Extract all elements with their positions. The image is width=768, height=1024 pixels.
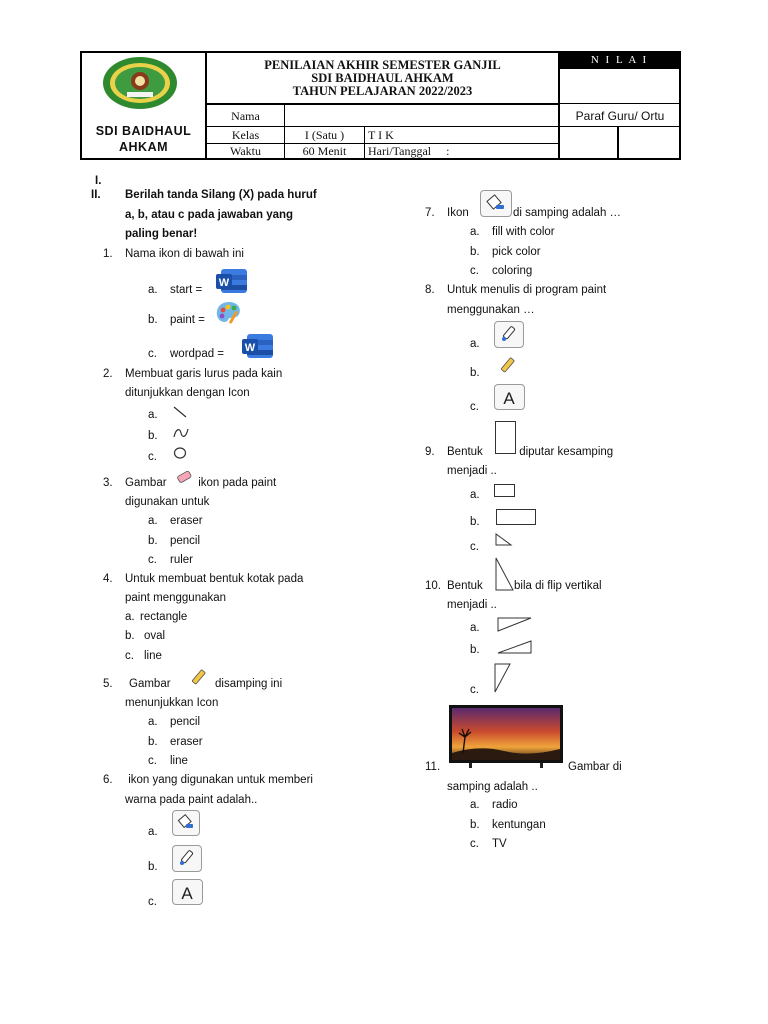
q3-text-gambar: Gambar xyxy=(125,477,167,489)
kelas-label: Kelas xyxy=(231,128,260,142)
q1-option-c-label: c. xyxy=(148,348,157,360)
q9-text-line2: menjadi .. xyxy=(447,465,497,477)
q9-option-c-label: c. xyxy=(470,541,479,553)
q9-option-b-label: b. xyxy=(470,516,480,528)
q9-option-b-shape xyxy=(496,509,536,525)
q8-option-a-label: a. xyxy=(470,338,480,350)
q10-option-b-label: b. xyxy=(470,644,480,656)
q10-option-a-label: a. xyxy=(470,622,480,634)
q6-option-c-label: c. xyxy=(148,896,157,908)
instruction-line3: paling benar! xyxy=(125,228,198,240)
q3-option-b-label: b. xyxy=(148,535,158,547)
q4-number: 4. xyxy=(103,573,113,585)
q11-option-a: radio xyxy=(492,799,518,811)
triangle-shape xyxy=(495,557,515,596)
exam-school: SDI BAIDHAUL AHKAM xyxy=(311,71,454,85)
q5-text-line2: menunjukkan Icon xyxy=(125,697,219,709)
q4-text-line1: Untuk membuat bentuk kotak pada xyxy=(125,573,304,585)
eraser-icon xyxy=(175,469,195,490)
q5-option-c-label: c. xyxy=(148,755,157,767)
q4-option-b-label: b. xyxy=(125,630,135,642)
q4-option-a-label: a. xyxy=(125,611,135,623)
waktu-value: 60 Menit xyxy=(302,144,347,158)
paint-palette-icon xyxy=(214,300,244,331)
q2-option-b-label: b. xyxy=(148,430,158,442)
q8-text-line1: Untuk menulis di program paint xyxy=(447,284,607,296)
q3-number: 3. xyxy=(103,477,113,489)
q2-text-line1: Membuat garis lurus pada kain xyxy=(125,368,283,380)
q10-text-rest: bila di flip vertikal xyxy=(514,580,602,592)
q9-text-rest: diputar kesamping xyxy=(516,446,614,458)
q3-option-c-label: c. xyxy=(148,554,157,566)
exam-year: TAHUN PELAJARAN 2022/2023 xyxy=(292,84,473,98)
q1-option-b-label: b. xyxy=(148,314,158,326)
q2-number: 2. xyxy=(103,368,113,380)
text-tool-icon xyxy=(172,879,203,905)
q8-number: 8. xyxy=(425,284,435,296)
q11-option-c-label: c. xyxy=(470,838,479,850)
q9-number: 9. xyxy=(425,446,435,458)
q7-option-c: coloring xyxy=(492,265,533,277)
q9-option-c-shape xyxy=(495,533,513,552)
waktu-label: Waktu xyxy=(229,144,262,158)
q3-option-a-label: a. xyxy=(148,515,158,527)
q1-option-b: paint = xyxy=(170,314,205,326)
q7-text-rest: di samping adalah … xyxy=(513,207,622,219)
q10-option-b-shape xyxy=(497,639,533,660)
q3-text-line2: digunakan untuk xyxy=(125,496,210,508)
oval-tool-icon xyxy=(173,446,189,465)
q6-option-a-label: a. xyxy=(148,826,158,838)
q2-option-c-label: c. xyxy=(148,451,157,463)
q7-option-b-label: b. xyxy=(470,246,480,258)
q5-option-b: eraser xyxy=(170,736,203,748)
school-name-line1: SDI BAIDHAUL xyxy=(95,124,192,138)
q7-option-a-label: a. xyxy=(470,226,480,238)
q9-text-bentuk: Bentuk xyxy=(447,446,483,458)
q5-option-c: line xyxy=(170,755,188,767)
q7-option-a: fill with color xyxy=(492,226,555,238)
q5-text-rest: disamping ini xyxy=(215,678,283,690)
q9-option-a-shape xyxy=(494,484,515,497)
q10-option-c-shape xyxy=(494,663,512,698)
q5-option-b-label: b. xyxy=(148,736,158,748)
q5-number: 5. xyxy=(103,678,113,690)
q5-option-a-label: a. xyxy=(148,716,158,728)
q7-option-b: pick color xyxy=(492,246,541,258)
wordpad-word-icon xyxy=(241,332,275,365)
q3-option-b: pencil xyxy=(170,535,201,547)
svg-text:A: A xyxy=(503,389,515,408)
q2-text-line2: ditunjukkan dengan Icon xyxy=(125,387,250,399)
q6-text-line2: warna pada paint adalah.. xyxy=(125,794,258,806)
q11-text-line2: samping adalah .. xyxy=(447,781,538,793)
nama-label: Nama xyxy=(231,109,260,123)
subject-value: T I K xyxy=(368,128,394,142)
q4-text-line2: paint menggunakan xyxy=(125,592,227,604)
q5-option-a: pencil xyxy=(170,716,201,728)
q4-option-b: oval xyxy=(144,630,166,642)
q10-option-c-label: c. xyxy=(470,684,479,696)
q1-number: 1. xyxy=(103,248,113,260)
q11-option-a-label: a. xyxy=(470,799,480,811)
q10-option-a-shape xyxy=(497,616,533,637)
q10-text-line2: menjadi .. xyxy=(447,599,497,611)
kelas-value: I (Satu ) xyxy=(304,128,345,142)
q8-text-tool-icon xyxy=(494,384,525,410)
q1-option-c: wordpad = xyxy=(170,348,225,360)
word-icon xyxy=(215,267,249,300)
q11-text-line1: Gambar di xyxy=(568,761,622,773)
q11-option-b: kentungan xyxy=(492,819,546,831)
q4-option-c-label: c. xyxy=(125,650,134,662)
q7-number: 7. xyxy=(425,207,435,219)
q10-number: 10. xyxy=(425,580,441,592)
q3-text-rest: ikon pada paint xyxy=(195,477,277,489)
q8-text-line2: menggunakan … xyxy=(447,304,535,316)
curve-tool-icon xyxy=(172,426,190,445)
q8-option-b-label: b. xyxy=(470,367,480,379)
svg-text:W: W xyxy=(244,342,256,354)
q11-number: 11. xyxy=(425,761,441,773)
q4-option-a: rectangle xyxy=(140,611,188,623)
q3-option-c: ruler xyxy=(170,554,194,566)
q6-text-line1: ikon yang digunakan untuk memberi xyxy=(125,774,313,786)
q9-option-a-label: a. xyxy=(470,489,480,501)
q11-option-b-label: b. xyxy=(470,819,480,831)
school-name-line2: AHKAM xyxy=(118,140,169,154)
exam-title: PENILAIAN AKHIR SEMESTER GANJIL xyxy=(264,58,501,72)
pencil-icon xyxy=(188,667,210,692)
hari-label: Hari/Tanggal : xyxy=(368,144,450,158)
q8-color-picker-icon xyxy=(494,321,524,348)
paraf-label: Paraf Guru/ Ortu xyxy=(575,109,665,123)
section-number-2: II. xyxy=(91,189,101,201)
q7-fill-bucket-icon xyxy=(480,190,512,217)
q1-text: Nama ikon di bawah ini xyxy=(125,248,244,260)
section-number-1: I. xyxy=(95,175,102,187)
nilai-label: N I L A I xyxy=(590,54,649,66)
q1-option-a: start = xyxy=(170,284,203,296)
q11-option-c: TV xyxy=(492,838,507,850)
fill-bucket-icon xyxy=(172,810,200,836)
line-tool-icon xyxy=(172,405,188,424)
svg-text:W: W xyxy=(218,277,230,289)
school-logo xyxy=(101,56,179,110)
q1-option-a-label: a. xyxy=(148,284,158,296)
q7-text-ikon: Ikon xyxy=(447,207,469,219)
q6-number: 6. xyxy=(103,774,113,786)
color-picker-icon xyxy=(172,845,202,872)
q8-option-c-label: c. xyxy=(470,401,479,413)
q3-option-a: eraser xyxy=(170,515,203,527)
q10-text-bentuk: Bentuk xyxy=(447,580,483,592)
tall-rectangle-shape xyxy=(495,421,516,454)
q8-pencil-icon xyxy=(497,355,519,380)
q4-option-c: line xyxy=(144,650,162,662)
instruction-line1: Berilah tanda Silang (X) pada huruf xyxy=(125,189,317,201)
q6-option-b-label: b. xyxy=(148,861,158,873)
q5-text-gambar: Gambar xyxy=(129,678,171,690)
tv-image xyxy=(449,705,563,769)
svg-text:A: A xyxy=(181,884,193,903)
q2-option-a-label: a. xyxy=(148,409,158,421)
q7-option-c-label: c. xyxy=(470,265,479,277)
instruction-line2: a, b, atau c pada jawaban yang xyxy=(125,209,294,221)
